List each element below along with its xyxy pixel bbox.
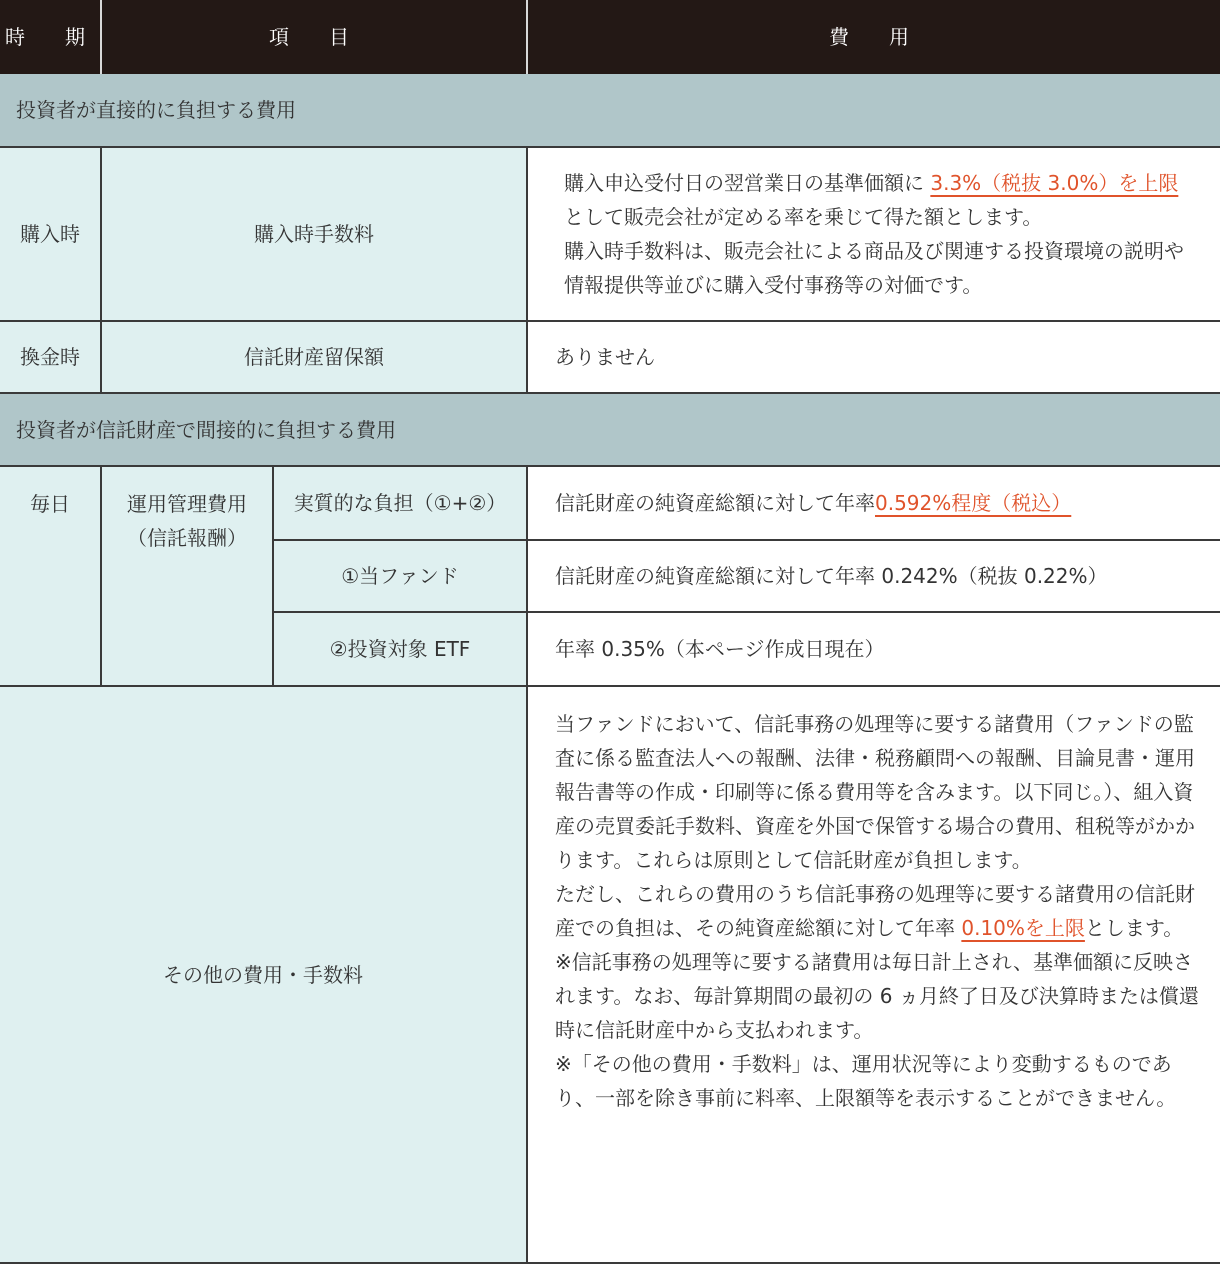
item-label: 購入時手数料 (254, 222, 374, 246)
cost-text: 信託財産の純資産総額に対して年率 0.242%（税抜 0.22%） (555, 564, 1108, 588)
cost-text: 年率 0.35%（本ページ作成日現在） (555, 637, 885, 661)
cost-note: ※「その他の費用・手数料」は、運用状況等により変動するものであり、一部を除き事前に料率、上限額等を表示することができません。 (555, 1052, 1177, 1110)
cost-text: として販売会社が定める率を乗じて得た額とします。 (564, 205, 1043, 229)
header-period-label: 時 期 (5, 25, 95, 49)
other-cost-text (555, 707, 1204, 1115)
cost-text: 購入申込受付日の翌営業日の基準価額に (564, 171, 931, 195)
section-indirect-label: 投資者が信託財産で間接的に負担する費用 (16, 417, 396, 442)
cost-highlight: 0.10%を上限 (961, 916, 1085, 940)
subrow-label: 実質的な負担（①+②） (293, 491, 507, 515)
cost-paragraph: 当ファンドにおいて、信託事務の処理等に要する諸費用（ファンドの監査に係る監査法人への報酬、法律・税務顧問への報酬、目論見書・運用報告書等の作成・印刷等に係る費用等を含みます。以下同じ。）、組入資産の売買委託手数料、資産を外国で保管する場合の費用、租税等がかかります。これらは原則として信託財産が負担します。 (555, 712, 1195, 872)
row-redemption-period (0, 322, 102, 394)
subrow-etf-cost (528, 613, 1220, 687)
subrow-fund-label (274, 541, 528, 613)
section-indirect-title (0, 394, 1220, 467)
section-direct-label: 投資者が直接的に負担する費用 (16, 98, 296, 122)
period-label: 換金時 (20, 345, 80, 369)
cost-paragraph (555, 877, 1204, 945)
period-label: 毎日 (30, 492, 70, 516)
cost-note: ※信託事務の処理等に要する諸費用は毎日計上され、基準価額に反映されます。なお、毎計算期間の最初の 6 ヵ月終了日及び決算時または償還時に信託財産中から支払われます。 (555, 950, 1199, 1042)
cost-highlight: 0.592%程度（税込） (875, 491, 1072, 515)
purchase-cost-text (564, 166, 1198, 302)
row-purchase-period (0, 148, 102, 322)
cost-text: とします。 (1084, 916, 1184, 940)
subrow-label: ①当ファンド (341, 564, 459, 588)
header-cost (528, 0, 1220, 74)
cost-highlight: 3.3%（税抜 3.0%）を上限 (930, 171, 1179, 195)
row-purchase-item (102, 148, 528, 322)
cost-text: 信託財産の純資産総額に対して年率 (555, 491, 875, 515)
row-daily-period (0, 467, 102, 687)
subrow-fund-cost (528, 541, 1220, 613)
subrow-effective-cost (528, 467, 1220, 541)
cost-text: ありません (555, 345, 655, 369)
row-other-item (0, 687, 528, 1264)
item-label: その他の費用・手数料 (163, 962, 363, 987)
item-label: 信託財産留保額 (244, 345, 384, 369)
subrow-effective-label (274, 467, 528, 541)
period-label: 購入時 (20, 222, 80, 246)
section-direct-title (0, 74, 1220, 148)
row-purchase-cost (528, 148, 1220, 322)
header-cost-label: 費 用 (829, 25, 919, 49)
item-label: 運用管理費用 (127, 492, 247, 516)
daily-item-text (127, 487, 247, 555)
row-redemption-item (102, 322, 528, 394)
item-sublabel: （信託報酬） (127, 526, 247, 550)
row-other-cost (528, 687, 1220, 1264)
cost-text: 購入時手数料は、販売会社による商品及び関連する投資環境の説明や情報提供等並びに購入受付事務等の対価です。 (564, 239, 1184, 297)
row-daily-item (102, 467, 274, 687)
header-item (102, 0, 528, 74)
header-period (0, 0, 102, 74)
row-redemption-cost (528, 322, 1220, 394)
subrow-etf-label (274, 613, 528, 687)
subrow-label: ②投資対象 ETF (329, 637, 471, 661)
header-item-label: 項 目 (269, 25, 359, 49)
cost-text: ただし、これらの費用のうち信託事務の処理等に要する諸費用の信託財産での負担は、その純資産総額に対して年率 (555, 882, 1195, 940)
